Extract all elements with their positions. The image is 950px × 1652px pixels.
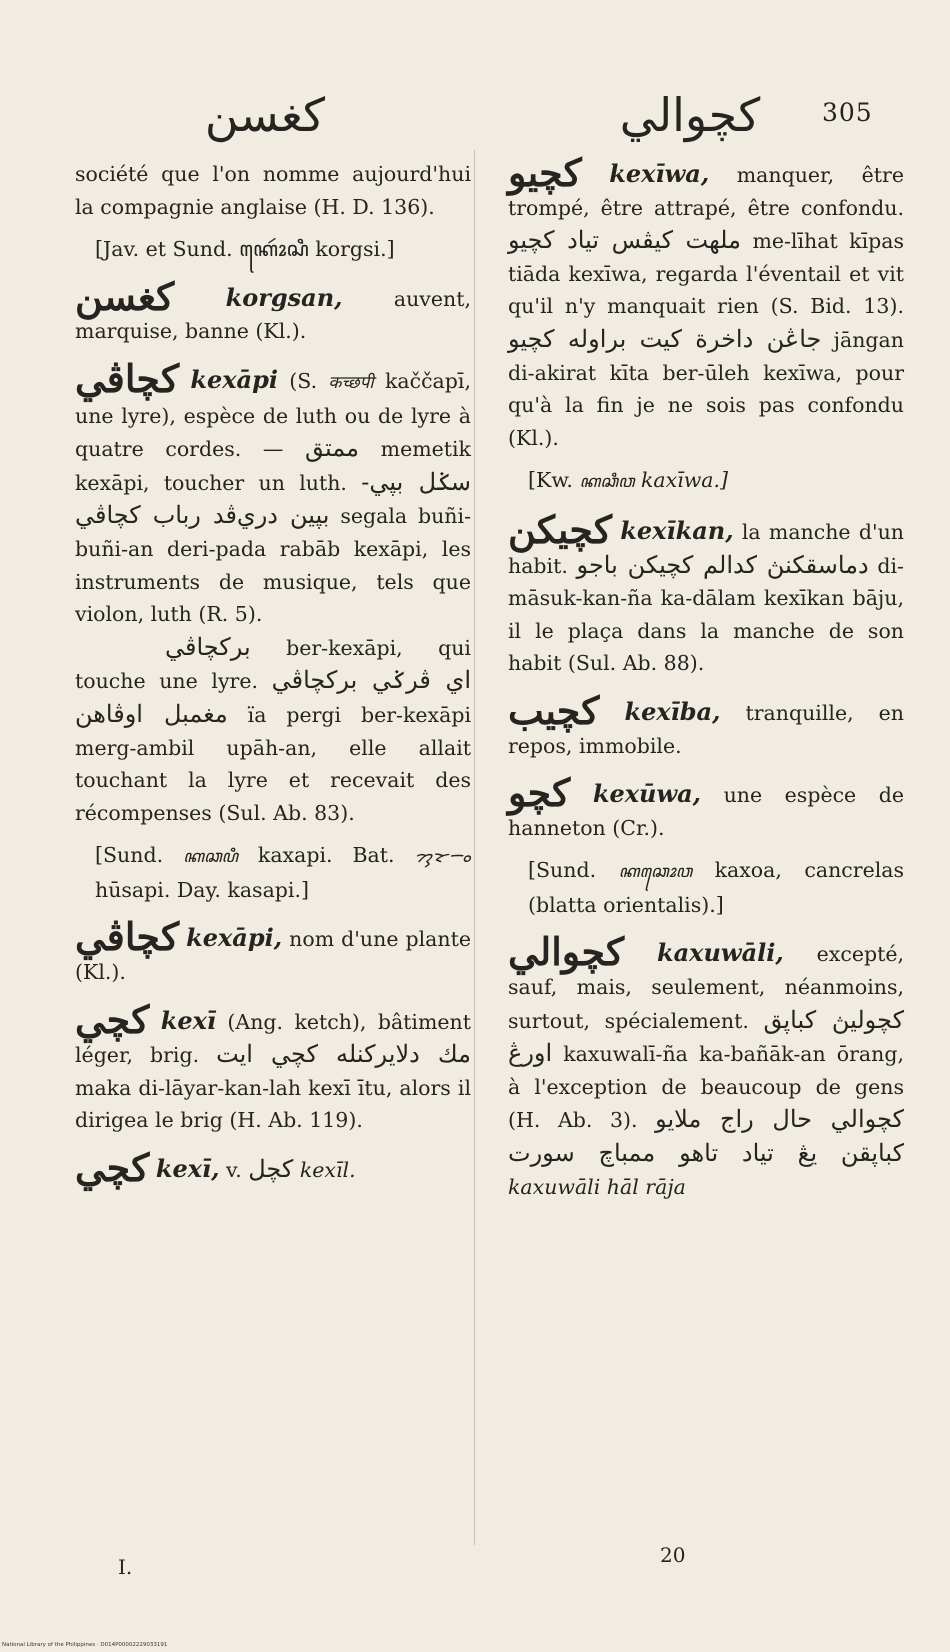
arabic-example: كچوليڽ كباڽق اورڠ [508, 1005, 904, 1068]
running-head-right: كچوالي [619, 88, 761, 142]
javanese-script: ꦏꦕꦶꦮ [579, 472, 635, 493]
reference-note: [Jav. et Sund. ꦏꦺꦴꦂꦱꦶ korgsi.] [95, 237, 395, 262]
headword: kexī, [155, 1154, 220, 1184]
headword-arabic: كچوالي [508, 929, 625, 975]
headword: kaxuwāli, [656, 938, 784, 968]
headword: kexāpi, [186, 923, 283, 953]
entry-kexiwa [508, 150, 904, 454]
signature-mark: I. [118, 1555, 133, 1579]
headword-arabic: كچاڤي [75, 914, 180, 960]
page-number: 305 [822, 98, 873, 127]
example-text: jāngan di-akirat kīta ber-ūleh kexīwa, pour qu'à la fin je ne sois pas confondu (Kl.). [508, 327, 904, 450]
entry-kexuwa [508, 770, 904, 844]
headword: kexāpi [190, 364, 278, 394]
definition: excepté, sauf, mais, seulement, néanmoins, surtout, spécialement. [508, 942, 904, 1033]
devanagari-word: कच्छपी [328, 372, 374, 393]
arabic-example: ملهت كيڤس تياد كچيو [508, 226, 741, 255]
running-head-left: كغسن [204, 88, 326, 142]
headword: kexīkan, [620, 515, 734, 545]
arabic-example: جاڠن داخرة كيت براوله كچيو [508, 324, 822, 353]
reference-note: [Sund. ꦏꦕꦥꦶ kaxapi. Bat. ᯂᯮᯘᯇᯪ hūsapi. Day. kasapi.] [95, 843, 471, 902]
entry-kexiba [508, 687, 904, 762]
arabic-example: سݢل بڽي-بڽين دري‌ڤد رباب كچاڤي [75, 467, 471, 530]
headword: kexīwa, [609, 159, 710, 188]
headword-arabic: كچي [75, 996, 150, 1042]
example-text: segala buñi-buñi-an deri-pada rabāb kexāpi, les instruments de musique, tels que violon, luth (R. 5). [75, 504, 471, 627]
entry-kexi-crossref: كچي kexī, v. كچل kexīl. [75, 1145, 356, 1191]
entry-kexapi-plant [75, 914, 471, 988]
sheet-number: 20 [660, 1543, 686, 1567]
example-text: memetik kexāpi, toucher un luth. [75, 437, 471, 495]
entry-korgsan [75, 273, 471, 348]
example-text: di-māsuk-kan-ña ka-dālam kexīkan bāju, il le plaça dans la manche de son habit (Sul. Ab. 88). [508, 553, 904, 676]
headword-arabic: كغسن [75, 273, 175, 319]
example-text: me-līhat kīpas tiāda kexīwa, regarda l'éventail et vit qu'il n'y manquait rien (S. Bid. 13). [508, 229, 904, 319]
left-column [75, 158, 471, 1191]
entry-kexikan [508, 506, 904, 680]
reference-note: [Sund. ꦏꦕꦺꦴꦮ kaxoa, cancrelas (blatta orientalis).] [528, 858, 904, 917]
headword-arabic: كچيكن [508, 506, 612, 552]
continued-entry: société que l'on nomme aujourd'hui la compagnie anglaise (H. D. 136). [75, 162, 471, 219]
javanese-script: ꦏꦕꦥꦶ [183, 847, 238, 868]
definition: la manche d'un habit. [508, 519, 904, 578]
definition: nom d'une plante (Kl.). [75, 927, 471, 985]
definition: une espèce de hanneton (Cr.). [508, 783, 904, 840]
headword-arabic: كچيب [508, 687, 600, 733]
headword: kexī [160, 1005, 217, 1035]
headword: korgsan, [225, 282, 343, 312]
crossref-word: kexīl. [299, 1158, 356, 1183]
arabic-example: مك دلايركنله كچي ايت [216, 1040, 471, 1069]
definition: tranquille, en repos, immobile. [508, 700, 904, 758]
javanese-script: ꦏꦕꦺꦴꦮ [618, 862, 693, 883]
entry-kaxuwali [508, 929, 904, 1203]
example-text: kaxuwalī-ña ka-bañāk-an ōrang, à l'exception de beaucoup de gens (H. Ab. 3). [508, 1042, 904, 1133]
column-gutter [474, 150, 475, 1545]
batak-script: ᯂᯮᯘᯇᯪ [414, 847, 471, 868]
entry-kexapi-lyre [75, 355, 471, 631]
headword-arabic: كچاڤي [75, 355, 180, 401]
arabic-example: بركچاڤي [165, 632, 251, 661]
headword: kexība, [624, 696, 721, 726]
example-text: kaxuwāli hāl rāja [508, 1174, 686, 1199]
example-text: maka di-lāyar-kan-lah kexī ītu, alors il dirigea le brig (H. Ab. 119). [75, 1075, 471, 1133]
arabic-crossref: كچل [248, 1155, 294, 1184]
arabic-example: كچوالي حال راج ملايو كباڽقن يڠ تياد تاهو ممباچ سورت [508, 1105, 904, 1168]
arabic-example: ممتق [305, 434, 359, 463]
headword: kexūwa, [592, 779, 702, 809]
example-text: ïa pergi ber-kexāpi merg-ambil upāh-an, elle allait touchant la lyre et recevait des récompenses (Sul. Ab. 83). [75, 702, 471, 825]
library-watermark: National Library of the Philippines · D014P00002229033191 [2, 1642, 168, 1648]
entry-kexi [75, 996, 471, 1137]
example-text: ber-kexāpi, qui touche une lyre. [75, 635, 471, 694]
arabic-example: دماسقكنڽ كدالم كچيكن باجو [576, 550, 869, 579]
source-label: (S. [289, 368, 318, 393]
definition: (Ang. ketch), bâtiment léger, brig. [75, 1009, 471, 1068]
right-column [508, 150, 904, 1203]
definition: manquer, être trompé, être attrapé, être confondu. [508, 163, 904, 220]
definition: auvent, marquise, banne (Kl.). [75, 286, 471, 344]
headword-arabic: كچي [75, 1145, 150, 1191]
subentry-ber-kexapi [75, 631, 471, 830]
headword-arabic: كچيو [508, 150, 582, 195]
definition: kaččapī, une lyre), espèce de luth ou de lyre à quatre cordes. — [75, 368, 471, 462]
arabic-example: اي ڤرݢي بركچاڤي مغمبل اوڤاهن [75, 666, 471, 728]
reference-note: [Kw. ꦏꦕꦶꦮ kaxīwa.] [528, 468, 728, 493]
headword-arabic: كچو [508, 770, 571, 816]
